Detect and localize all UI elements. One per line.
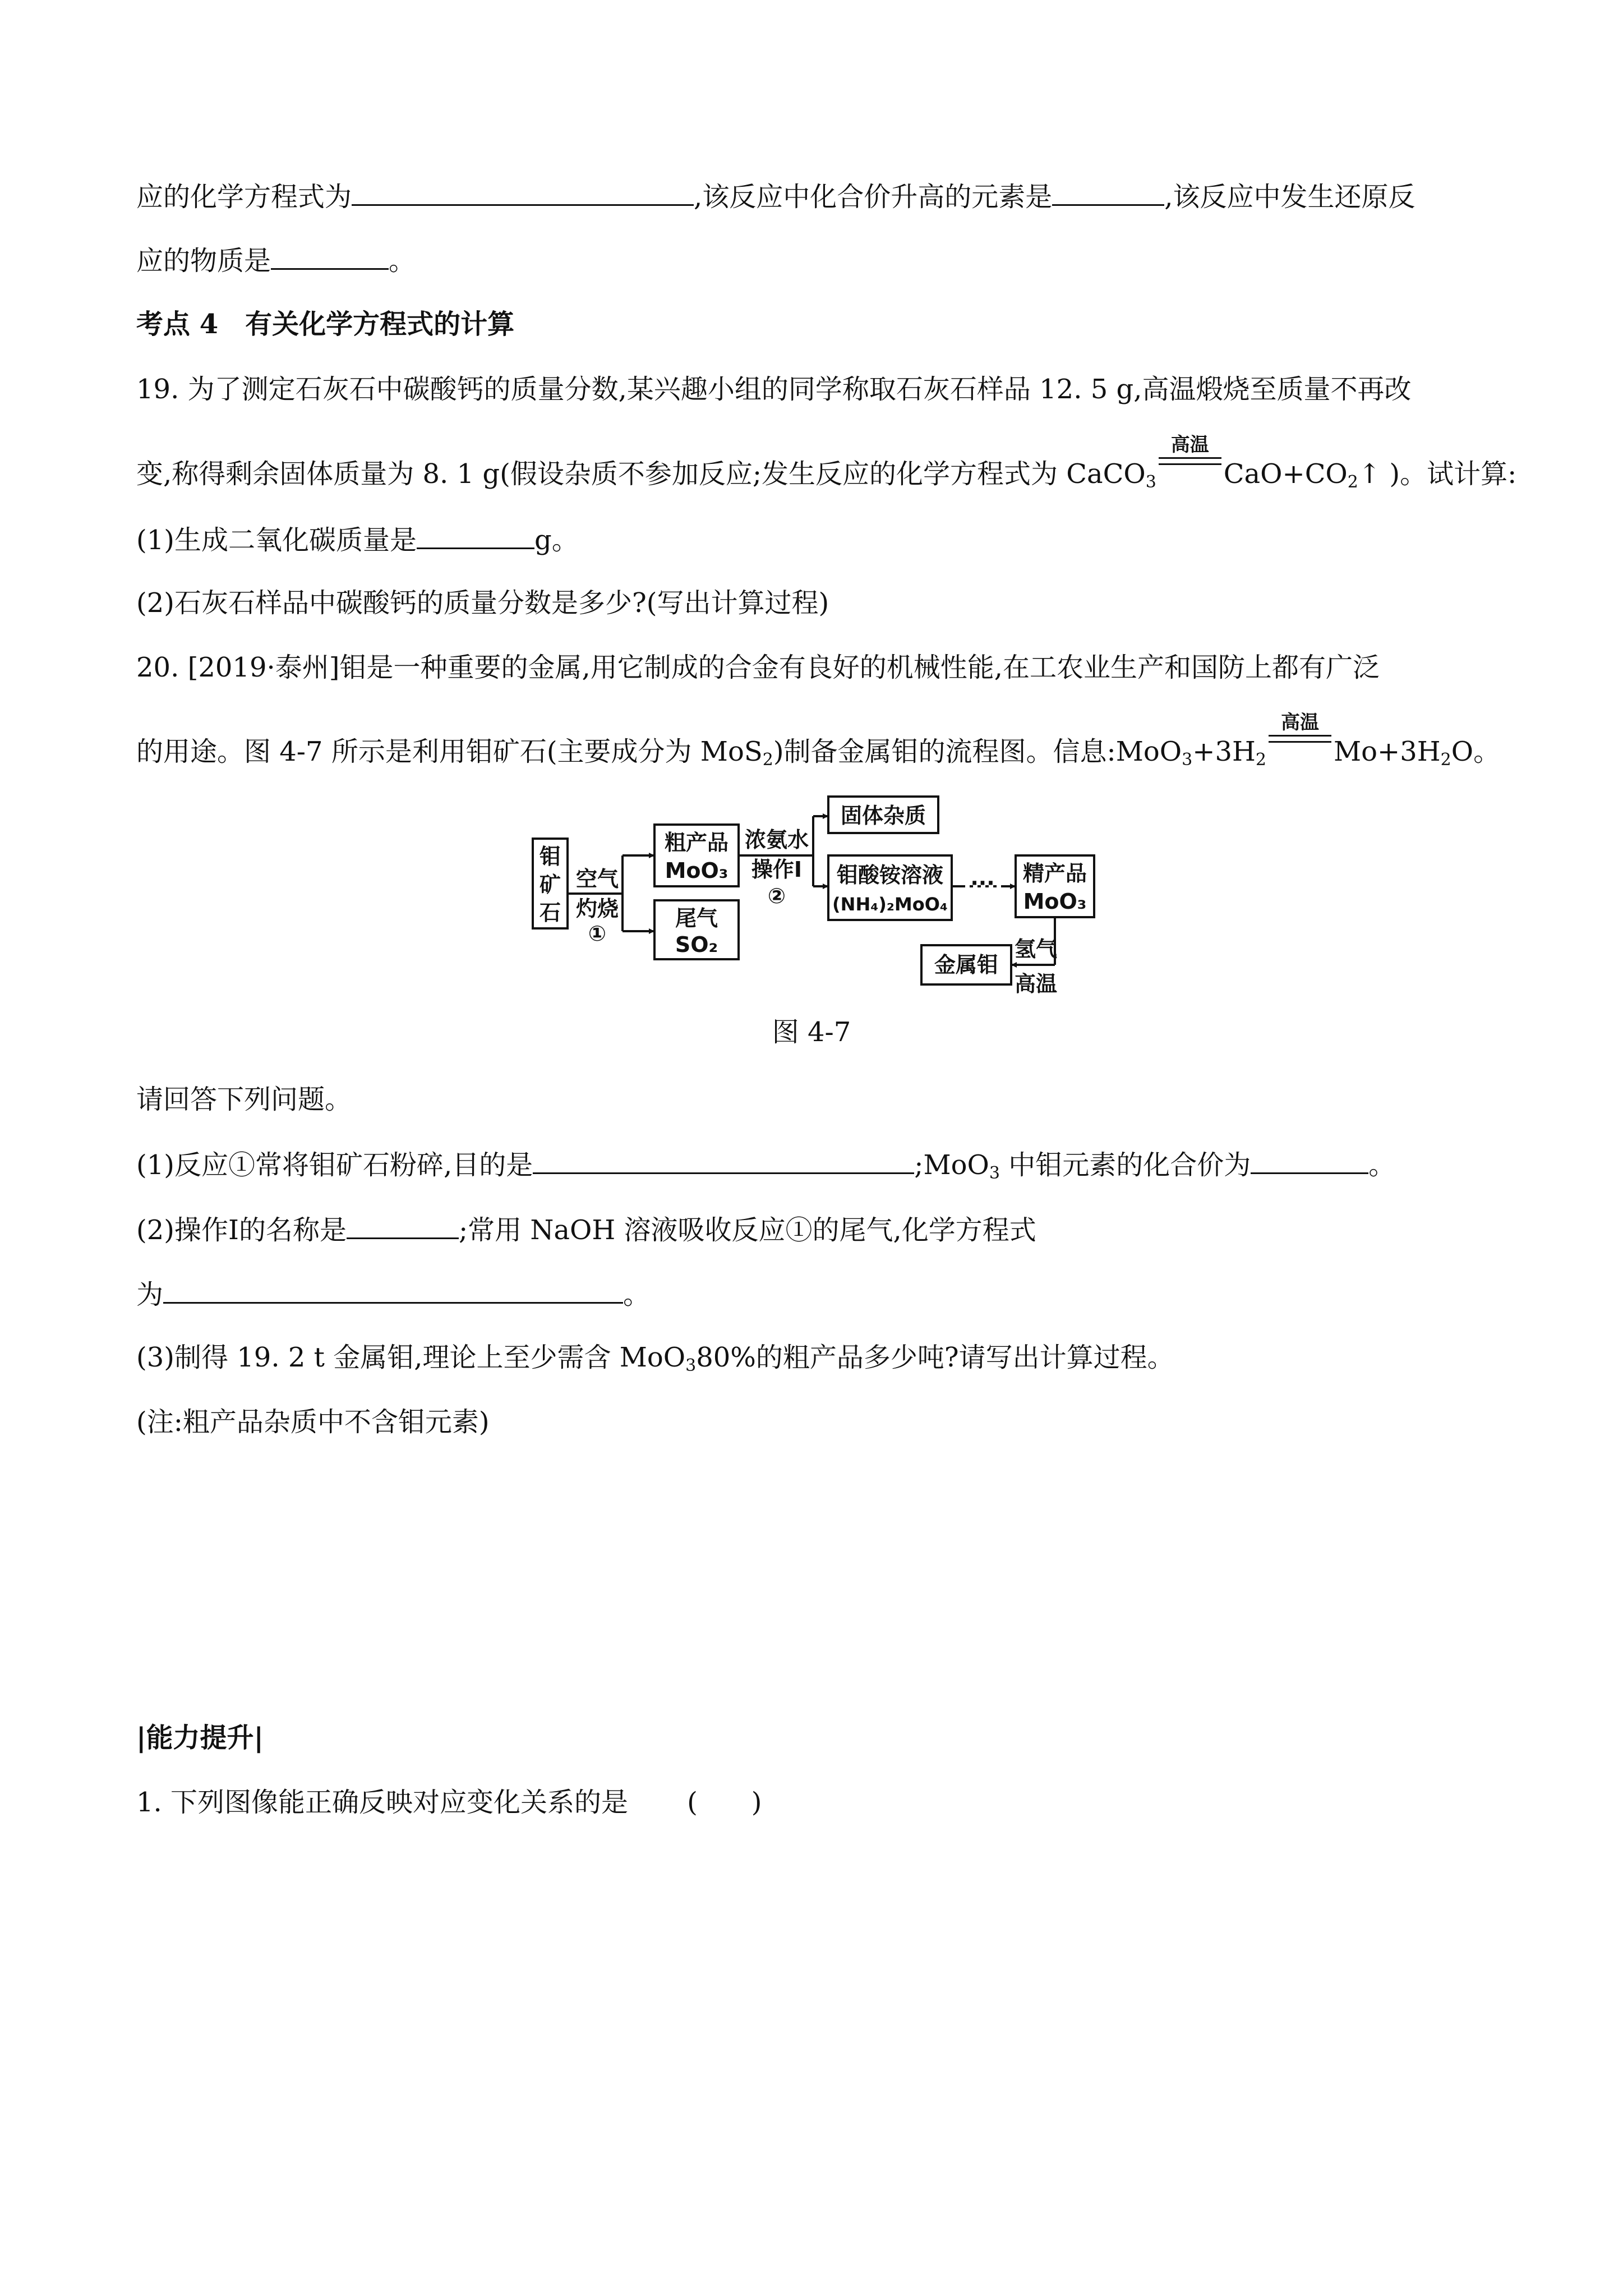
ore-label-3: 石: [539, 900, 561, 925]
ore-label-2: 矿: [539, 872, 561, 897]
text: 的用途。图 4-7 所示是利用钼矿石(主要成分为 MoS: [136, 736, 763, 767]
question-20-part-2-line-2: [136, 1276, 650, 1312]
question-20-line-1: 20. [2019·泰州]钼是一种重要的金属,用它制成的合金有良好的机械性能,在工农业生产和国防上都有广泛: [136, 652, 1380, 683]
text: (3)制得 19. 2 t 金属钼,理论上至少需含 MoO: [136, 1342, 686, 1373]
subscript: 2: [1440, 750, 1451, 770]
text: 1. 下列图像能正确反映对应变化关系的是: [136, 1787, 629, 1818]
text: (2)操作Ⅰ的名称是: [136, 1214, 347, 1246]
double-line: [1159, 457, 1221, 465]
dots-label: ···: [970, 871, 995, 895]
ore-label-1: 钼: [539, 844, 561, 869]
section-heading-kaodian-4: 考点 4 有关化学方程式的计算: [136, 309, 515, 340]
instruction-text: 请回答下列问题。: [136, 1084, 352, 1115]
operation-label: 操作Ⅰ: [751, 857, 803, 882]
text: g。: [534, 524, 579, 556]
text: 应的物质是: [136, 245, 271, 277]
flowchart-figure-4-7: [530, 794, 1096, 999]
metal-mo-label: 金属钼: [934, 953, 999, 977]
text: 80%的粗产品多少吨?请写出计算过程。: [696, 1342, 1174, 1373]
question-1: [136, 1786, 762, 1819]
answer-blank[interactable]: [1052, 178, 1164, 206]
question-20-part-1: [136, 1147, 1395, 1182]
text: 。: [389, 245, 416, 277]
exhaust-label-1: 尾气: [675, 906, 718, 931]
text: (1)生成二氧化碳质量是: [136, 524, 417, 556]
crude-label-1: 粗产品: [664, 830, 729, 855]
double-line: [1269, 735, 1331, 743]
ammonia-label: 浓氨水: [744, 827, 809, 852]
text: Mo+3H: [1333, 736, 1441, 767]
air-label: 空气: [575, 867, 619, 891]
subscript: 3: [1145, 472, 1156, 492]
fine-label-2: MoO₃: [1023, 889, 1087, 914]
subscript: 3: [989, 1163, 1000, 1183]
question-20-part-2-line-1: [136, 1212, 1036, 1247]
subscript: 2: [1347, 472, 1358, 492]
question-20-line-2: [136, 711, 1501, 770]
subscript: 2: [762, 750, 773, 770]
answer-bracket[interactable]: ( ): [687, 1787, 762, 1818]
subscript: 2: [1255, 750, 1266, 770]
text: +3H: [1192, 736, 1256, 767]
text: ;MoO: [914, 1149, 989, 1181]
question-19-line-2: [136, 434, 1517, 492]
equation-condition: [1266, 711, 1334, 761]
fine-label-1: 精产品: [1022, 861, 1087, 886]
text: 应的化学方程式为: [136, 181, 352, 213]
answer-blank[interactable]: [271, 242, 389, 270]
condition-text: 高温: [1170, 434, 1209, 456]
text: 为: [136, 1279, 164, 1310]
question-20-note: (注:粗产品杂质中不含钼元素): [136, 1406, 490, 1438]
hydrogen-label: 氢气: [1014, 937, 1058, 961]
high-temp-label: 高温: [1014, 972, 1058, 996]
text: ;常用 NaOH 溶液吸收反应①的尾气,化学方程式: [458, 1214, 1036, 1246]
text: 中钼元素的化合价为: [999, 1149, 1251, 1181]
subscript: 3: [685, 1356, 697, 1375]
answer-blank[interactable]: [347, 1212, 459, 1239]
crude-label-2: MoO₃: [665, 858, 728, 883]
step-2-label: ②: [767, 884, 786, 908]
text: O。: [1451, 736, 1501, 767]
figure-caption: 图 4-7: [772, 1016, 851, 1048]
text: CaO+CO: [1223, 458, 1348, 490]
ammonium-label-2: (NH₄)₂MoO₄: [832, 894, 948, 915]
answer-blank[interactable]: [533, 1147, 914, 1174]
equation-condition: [1156, 434, 1224, 483]
section-heading-ability: |能力提升|: [136, 1722, 264, 1754]
text: 。: [1368, 1149, 1396, 1181]
solid-impurity-label: 固体杂质: [840, 803, 926, 828]
q18-line-2: [136, 242, 416, 278]
text: ↑ )。试计算:: [1358, 458, 1517, 490]
text: ,该反应中发生还原反: [1164, 181, 1415, 213]
text: ,该反应中化合价升高的元素是: [694, 181, 1053, 213]
step-1-label: ①: [588, 921, 607, 946]
subscript: 3: [1182, 750, 1193, 770]
question-20-part-3: [136, 1341, 1174, 1374]
question-19-part-1: [136, 522, 579, 557]
question-19-part-2: (2)石灰石样品中碳酸钙的质量分数是多少?(写出计算过程): [136, 587, 829, 619]
text: )制备金属钼的流程图。信息:MoO: [773, 736, 1182, 767]
exhaust-label-2: SO₂: [675, 932, 718, 957]
burn-label: 灼烧: [575, 896, 619, 921]
answer-blank[interactable]: [163, 1276, 623, 1304]
answer-blank[interactable]: [352, 178, 694, 206]
question-19-line-1: 19. 为了测定石灰石中碳酸钙的质量分数,某兴趣小组的同学称取石灰石样品 12. 5 g,高温煅烧至质量不再改: [136, 374, 1412, 405]
text: 变,称得剩余固体质量为 8. 1 g(假设杂质不参加反应;发生反应的化学方程式为 CaCO: [136, 458, 1146, 490]
ammonium-label-1: 钼酸铵溶液: [836, 863, 944, 887]
answer-blank[interactable]: [1251, 1147, 1368, 1174]
answer-blank[interactable]: [417, 522, 534, 549]
text: 。: [623, 1279, 651, 1310]
condition-text: 高温: [1280, 711, 1319, 734]
text: (1)反应①常将钼矿石粉碎,目的是: [136, 1149, 533, 1181]
q18-line-1: [136, 178, 1415, 214]
